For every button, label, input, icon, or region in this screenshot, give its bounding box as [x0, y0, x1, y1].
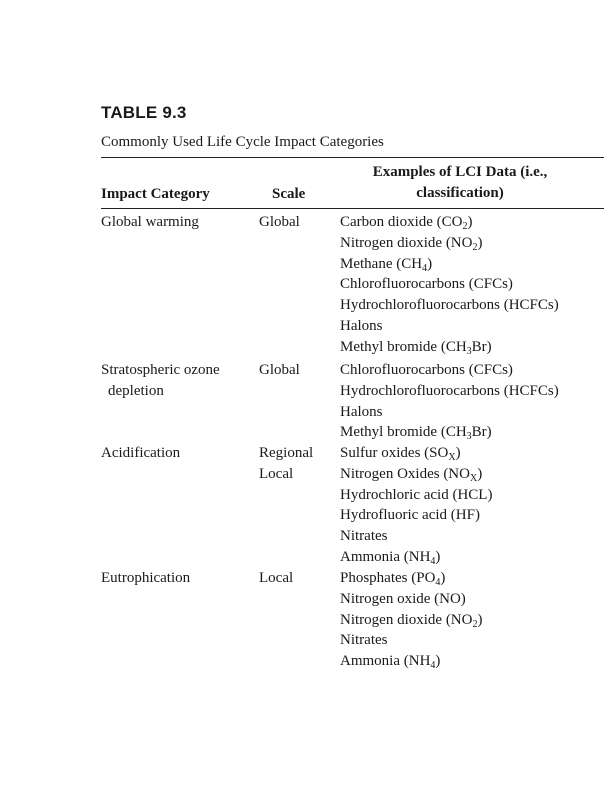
example-item [340, 464, 600, 485]
cell-examples [340, 568, 600, 672]
scale-value: Global [259, 214, 300, 230]
example-text: Carbon dioxide (CO [340, 214, 463, 230]
example-text-suffix: ) [435, 653, 441, 670]
header-impact-category: Impact Category [101, 186, 210, 202]
cell-examples [340, 212, 600, 358]
example-item [340, 295, 600, 316]
example-text: Sulfur oxides (SO [340, 445, 449, 461]
example-item [340, 402, 600, 423]
cell-scale [259, 443, 329, 485]
example-subscript: 4 [430, 555, 436, 567]
example-subscript: 2 [472, 618, 478, 630]
example-item [340, 422, 600, 443]
example-item [340, 360, 600, 381]
example-text-suffix: ) [467, 214, 473, 230]
example-text-suffix: ) [435, 548, 441, 565]
scale-value: Local [259, 465, 294, 482]
example-item [340, 485, 600, 506]
example-item [340, 568, 600, 589]
category-line: Eutrophication [101, 570, 191, 586]
example-text: Chlorofluorocarbons (CFCs) [340, 276, 513, 293]
example-subscript: X [469, 472, 478, 484]
cell-impact-category [101, 443, 251, 464]
example-text-suffix: Br) [471, 424, 492, 441]
example-text-suffix: ) [477, 234, 483, 251]
header-examples-line2: classification) [416, 185, 504, 201]
example-text: Hydrochloric acid (HCL) [340, 486, 493, 503]
scale-value: Global [259, 362, 300, 378]
example-item [340, 526, 600, 547]
cell-impact-category [101, 212, 251, 233]
example-item [340, 381, 600, 402]
example-text-suffix: ) [455, 445, 461, 461]
example-text-suffix: ) [477, 465, 483, 482]
example-text: Nitrogen dioxide (NO [340, 611, 473, 628]
example-text: Nitrogen oxide (NO) [340, 590, 466, 607]
example-text: Hydrochlorofluorocarbons (HCFCs) [340, 382, 559, 399]
example-text: Methyl bromide (CH [340, 338, 467, 355]
table-header-rule [101, 208, 604, 209]
scale-value: Local [259, 570, 294, 586]
example-item [340, 233, 600, 254]
example-text: Nitrates [340, 528, 388, 545]
example-text: Hydrofluoric acid (HF) [340, 507, 480, 524]
example-text-suffix: ) [440, 570, 446, 586]
example-text: Nitrogen dioxide (NO [340, 234, 473, 251]
example-item [340, 443, 600, 464]
header-scale: Scale [272, 186, 306, 202]
example-text: Ammonia (NH [340, 548, 431, 565]
example-item [340, 254, 600, 275]
table-caption: Commonly Used Life Cycle Impact Categories [101, 134, 384, 150]
cell-examples [340, 360, 600, 443]
example-text: Methane (CH [340, 255, 423, 272]
example-item [340, 610, 600, 631]
example-text: Nitrogen Oxides (NO [340, 465, 470, 482]
table-number: TABLE 9.3 [101, 103, 187, 122]
example-item [340, 651, 600, 672]
example-text: Ammonia (NH [340, 653, 431, 670]
cell-impact-category [101, 568, 251, 589]
example-text: Hydrochlorofluorocarbons (HCFCs) [340, 297, 559, 314]
category-line: Global warming [101, 214, 199, 230]
cell-scale [259, 568, 329, 589]
header-examples [340, 162, 580, 204]
cell-impact-category [101, 360, 251, 402]
example-item [340, 337, 600, 358]
example-subscript: X [448, 452, 456, 463]
example-text: Chlorofluorocarbons (CFCs) [340, 362, 513, 378]
cell-examples [340, 443, 600, 568]
example-text: Halons [340, 403, 383, 420]
example-subscript: 4 [435, 577, 441, 588]
example-subscript: 2 [462, 221, 468, 232]
example-subscript: 4 [430, 660, 436, 672]
cell-scale [259, 212, 329, 233]
example-item [340, 316, 600, 337]
scale-value: Regional [259, 445, 314, 461]
example-item [340, 547, 600, 568]
example-text: Halons [340, 317, 383, 334]
example-text-suffix: ) [427, 255, 433, 272]
example-subscript: 3 [466, 431, 472, 443]
example-item [340, 505, 600, 526]
cell-scale [259, 360, 329, 381]
example-text: Methyl bromide (CH [340, 424, 467, 441]
category-line: Stratospheric ozone [101, 362, 220, 378]
example-subscript: 4 [422, 262, 428, 274]
example-text-suffix: ) [477, 611, 483, 628]
example-item [340, 212, 600, 233]
example-subscript: 3 [466, 345, 472, 357]
example-item [340, 274, 600, 295]
example-item [340, 630, 600, 651]
example-text: Nitrates [340, 632, 388, 649]
table-top-rule [101, 157, 604, 158]
category-line: Acidification [101, 445, 181, 461]
example-subscript: 2 [472, 241, 478, 253]
example-item [340, 589, 600, 610]
example-text-suffix: Br) [471, 338, 492, 355]
header-examples-line1: Examples of LCI Data (i.e., [372, 164, 548, 180]
category-line-continued: depletion [108, 382, 164, 399]
example-text: Phosphates (PO [340, 570, 436, 586]
